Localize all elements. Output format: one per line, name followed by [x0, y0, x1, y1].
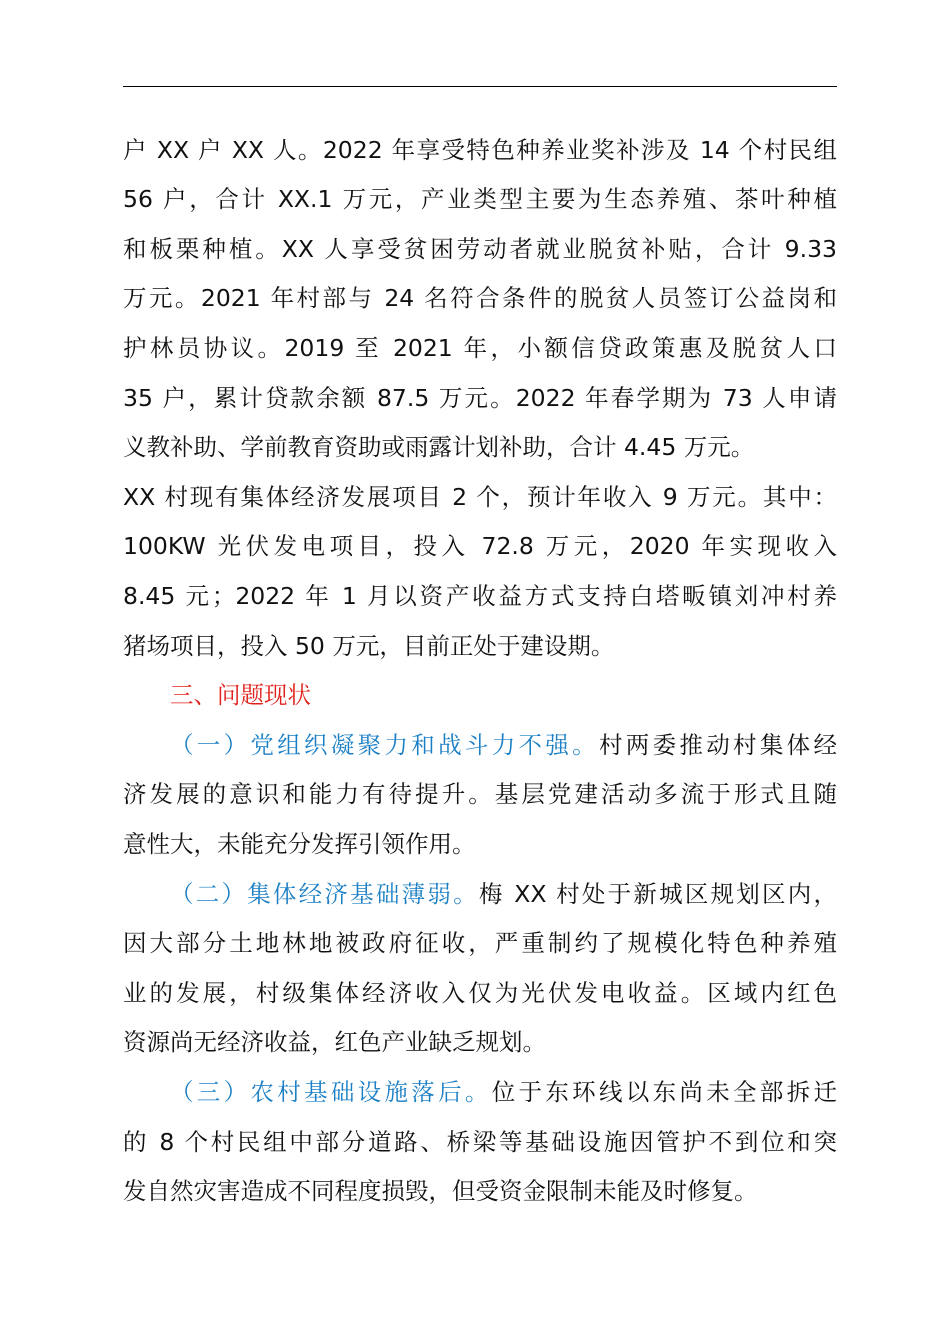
problem-2-line-4: 资源尚无经济收益，红色产业缺乏规划。 — [123, 1028, 546, 1056]
problem-1-heading: （一）党组织凝聚力和战斗力不强。 — [170, 731, 599, 759]
problem-3-text-start: 位于东环线以东尚未全部拆迁 — [491, 1078, 837, 1106]
problem-3-line-3: 发自然灾害造成不同程度损毁，但受资金限制未能及时修复。 — [123, 1177, 758, 1205]
body-line-11: 猪场项目，投入 50 万元，目前正处于建设期。 — [123, 632, 615, 660]
problem-1-first-line — [170, 725, 837, 765]
body-line-1: 户 XX 户 XX 人。2022 年享受特色种养业奖补涉及 14 个村民组 — [123, 136, 837, 164]
problem-3-first-line — [170, 1072, 837, 1112]
problem-2-heading: （二）集体经济基础薄弱。 — [170, 880, 479, 908]
body-line-5: 护林员协议。2019 至 2021 年，小额信贷政策惠及脱贫人口 — [123, 334, 837, 362]
body-line-2: 56 户，合计 XX.1 万元，产业类型主要为生态养殖、茶叶种植 — [123, 185, 837, 213]
section-heading: 三、问题现状 — [170, 681, 311, 709]
problem-3-line-2: 的 8 个村民组中部分道路、桥梁等基础设施因管护不到位和突 — [123, 1128, 837, 1156]
problem-1-line-2: 济发展的意识和能力有待提升。基层党建活动多流于形式且随 — [123, 780, 837, 808]
header-rule — [123, 86, 837, 87]
problem-2-text-start: 梅 XX 村处于新城区规划区内， — [478, 880, 837, 908]
problem-2-line-2: 因大部分土地林地被政府征收，严重制约了规模化特色种养殖 — [123, 929, 837, 957]
body-line-7: 义教补助、学前教育资助或雨露计划补助，合计 4.45 万元。 — [123, 433, 755, 461]
body-line-10: 8.45 元；2022 年 1 月以资产收益方式支持白塔畈镇刘冲村养 — [123, 582, 837, 610]
body-line-4: 万元。2021 年村部与 24 名符合条件的脱贫人员签订公益岗和 — [123, 284, 837, 312]
body-line-8: XX 村现有集体经济发展项目 2 个，预计年收入 9 万元。其中： — [123, 483, 837, 511]
problem-1-text-start: 村两委推动村集体经 — [599, 731, 837, 759]
problem-2-first-line — [170, 874, 837, 914]
problem-3-heading: （三）农村基础设施落后。 — [170, 1078, 492, 1106]
problem-2-line-3: 业的发展，村级集体经济收入仅为光伏发电收益。区域内红色 — [123, 979, 837, 1007]
body-line-6: 35 户，累计贷款余额 87.5 万元。2022 年春学期为 73 人申请 — [123, 384, 837, 412]
body-line-9: 100KW 光伏发电项目，投入 72.8 万元，2020 年实现收入 — [123, 532, 837, 560]
body-line-3: 和板栗种植。XX 人享受贫困劳动者就业脱贫补贴，合计 9.33 — [123, 235, 837, 263]
problem-1-line-3: 意性大，未能充分发挥引领作用。 — [123, 830, 476, 858]
